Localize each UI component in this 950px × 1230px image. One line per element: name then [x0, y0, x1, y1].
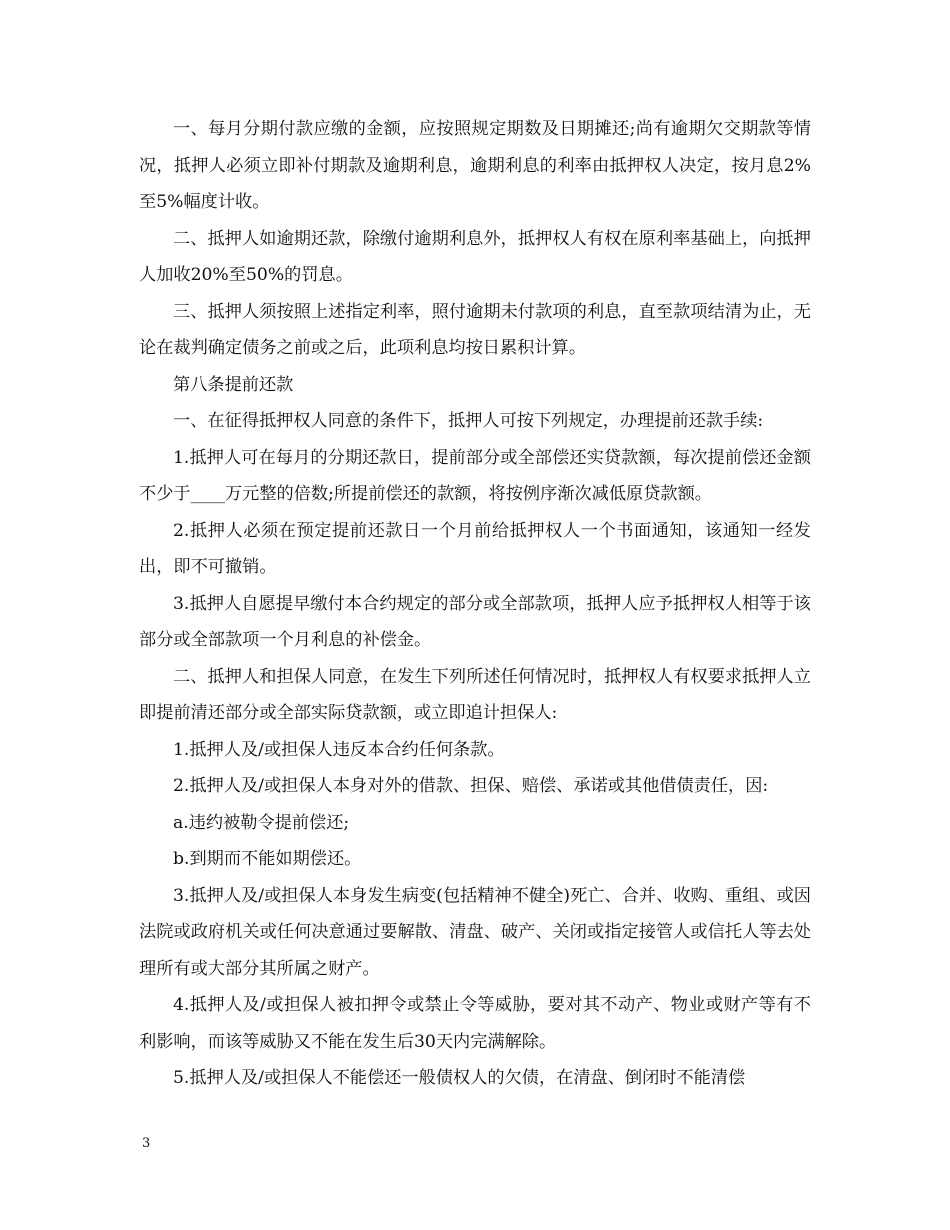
paragraph-acceleration-item-4: 4.抵押人及/或担保人被扣押令或禁止令等威胁，要对其不动产、物业或财产等有不利影响，而该等威胁又不能在发生后30天内完满解除。 [139, 995, 811, 1052]
paragraph-acceleration-item-5: 5.抵押人及/或担保人不能偿还一般债权人的欠债，在清盘、倒闭时不能清偿 [173, 1068, 746, 1088]
section-heading-article-8: 第八条提前还款 [173, 374, 294, 395]
paragraph-acceleration-item-2a: a.违约被勒令提前偿还; [173, 812, 350, 833]
paragraph-clause-3: 三、抵押人须按照上述指定利率，照付逾期未付款项的利息，直至款项结清为止，无论在裁判确定债务之前或之后，此项利息均按日累积计算。 [139, 301, 811, 358]
paragraph-acceleration-intro: 二、抵押人和担保人同意，在发生下列所述任何情况时，抵押权人有权要求抵押人立即提前清还部分或全部实际贷款额，或立即追计担保人: [139, 666, 811, 723]
paragraph-clause-2: 二、抵押人如逾期还款，除缴付逾期利息外，抵押权人有权在原利率基础上，向抵押人加收20%至50%的罚息。 [139, 228, 811, 285]
paragraph-prepayment-item-3: 3.抵押人自愿提早缴付本合约规定的部分或全部款项，抵押人应予抵押权人相等于该部分或全部款项一个月利息的补偿金。 [139, 593, 811, 650]
paragraph-prepayment-item-1: 1.抵押人可在每月的分期还款日，提前部分或全部偿还实贷款额，每次提前偿还金额不少于____万元整的倍数;所提前偿还的款额，将按例序渐次减低原贷款额。 [139, 447, 811, 504]
paragraph-clause-1: 一、每月分期付款应缴的金额，应按照规定期数及日期摊还;尚有逾期欠交期款等情况，抵押人必须立即补付期款及逾期利息，逾期利息的利率由抵押权人决定，按月息2%至5%幅度计收。 [139, 119, 811, 212]
paragraph-prepayment-item-2: 2.抵押人必须在预定提前还款日一个月前给抵押权人一个书面通知，该通知一经发出，即不可撤销。 [139, 520, 811, 577]
paragraph-acceleration-item-2: 2.抵押人及/或担保人本身对外的借款、担保、赔偿、承诺或其他借债责任，因: [173, 776, 769, 796]
paragraph-acceleration-item-3: 3.抵押人及/或担保人本身发生病变(包括精神不健全)死亡、合并、收购、重组、或因法院或政府机关或任何决意通过要解散、清盘、破产、关闭或指定接管人或信托人等去处理所有或大部分其所属之财产。 [139, 885, 811, 979]
paragraph-acceleration-item-2b: b.到期而不能如期偿还。 [173, 849, 362, 869]
paragraph-acceleration-item-1: 1.抵押人及/或担保人违反本合约任何条款。 [173, 739, 505, 760]
page-number: 3 [142, 1136, 151, 1151]
document-body [139, 111, 811, 1097]
paragraph-prepayment-intro: 一、在征得抵押权人同意的条件下，抵押人可按下列规定，办理提前还款手续: [173, 411, 764, 431]
